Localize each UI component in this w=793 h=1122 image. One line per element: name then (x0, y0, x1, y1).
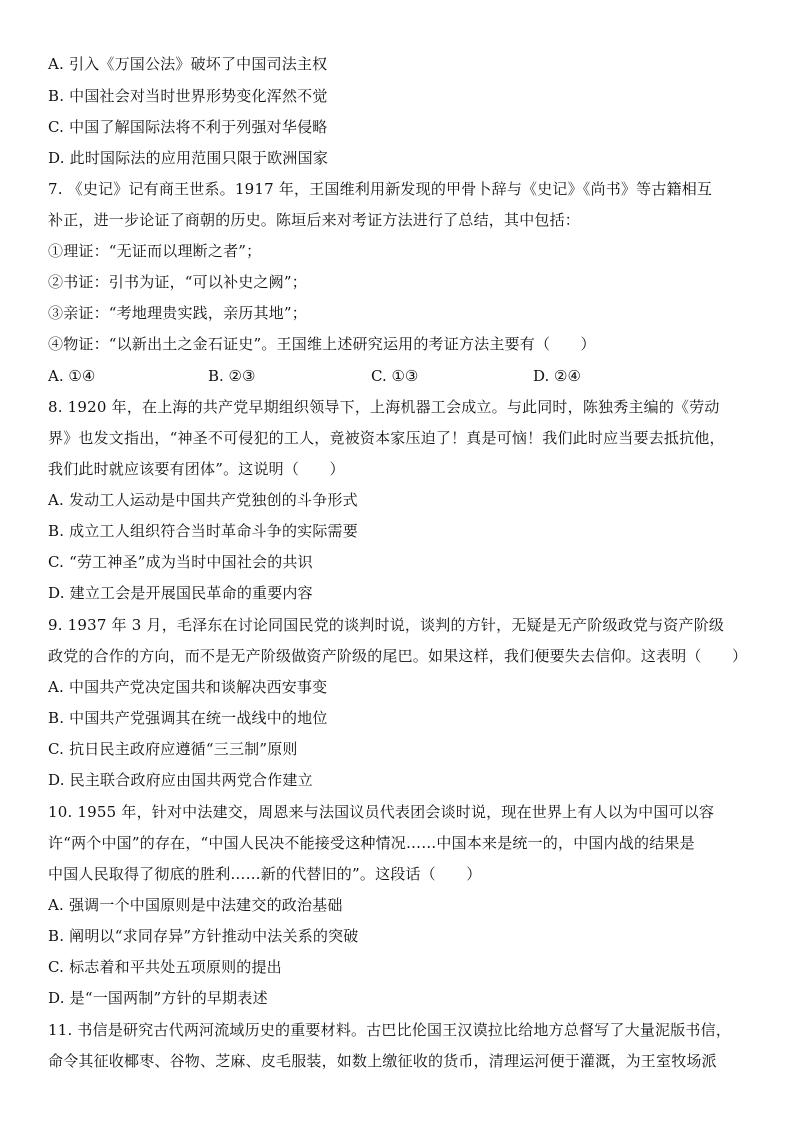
q9-stem-line-2: 政党的合作的方向，而不是无产阶级做资产阶级的尾巴。如果这样，我们便要失去信仰。这表明（ ） (48, 647, 748, 665)
q9-stem-line-1: 9. 1937 年 3 月，毛泽东在讨论同国民党的谈判时说，谈判的方针，无疑是无产阶级政党与资产阶级 (48, 616, 725, 634)
prev-option-a: A. 引入《万国公法》破坏了中国司法主权 (48, 55, 328, 73)
q8-option-a: A. 发动工人运动是中国共产党独创的斗争形式 (48, 491, 358, 509)
q10-option-a: A. 强调一个中国原则是中法建交的政治基础 (48, 896, 343, 914)
q9-option-b: B. 中国共产党强调其在统一战线中的地位 (48, 709, 328, 727)
q7-stem-line-2: 补正，进一步论证了商朝的历史。陈垣后来对考证方法进行了总结，其中包括： (48, 211, 581, 229)
q8-stem-line-2: 界》也发文指出，“神圣不可侵犯的工人，竟被资本家压迫了！真是可恼！我们此时应当要去抵抗他， (48, 429, 725, 447)
q11-stem-line-1: 11. 书信是研究古代两河流域历史的重要材料。古巴比伦国王汉谟拉比给地方总督写了大量泥版书信， (48, 1021, 732, 1039)
q10-option-b: B. 阐明以“求同存异”方针推动中法关系的突破 (48, 927, 359, 945)
q8-option-c: C. “劳工神圣”成为当时中国社会的共识 (48, 553, 313, 571)
q11-stem-line-2: 命令其征收椰枣、谷物、芝麻、皮毛服装，如数上缴征收的货币，清理运河便于灌溉，为王室牧场派 (48, 1052, 717, 1070)
q8-option-d: D. 建立工会是开展国民革命的重要内容 (48, 584, 313, 602)
q7-stem-line-5: ③亲证：“考地理贵实践，亲历其地”； (48, 304, 307, 322)
q7-option-d: D. ②④ (533, 367, 581, 385)
q7-stem-line-4: ②书证：引书为证，“可以补史之阙”； (48, 273, 307, 291)
q7-option-a: A. ①④ (48, 367, 96, 385)
q9-option-a: A. 中国共产党决定国共和谈解决西安事变 (48, 678, 328, 696)
q7-stem-line-1: 7. 《史记》记有商王世系。1917 年，王国维利用新发现的甲骨卜辞与《史记》《尚书》等古籍相互 (48, 180, 713, 198)
q8-stem-line-3: 我们此时就应该要有团体”。这说明（ ） (48, 460, 345, 478)
prev-option-d: D. 此时国际法的应用范围只限于欧洲国家 (48, 149, 329, 167)
q8-option-b: B. 成立工人组织符合当时革命斗争的实际需要 (48, 522, 358, 540)
q7-option-c: C. ①③ (371, 367, 419, 385)
q9-option-d: D. 民主联合政府应由国共两党合作建立 (48, 771, 313, 789)
q7-stem-line-3: ①理证：“无证而以理断之者”； (48, 242, 262, 260)
q7-stem-line-6: ④物证：“以新出土之金石证史”。王国维上述研究运用的考证方法主要有（ ） (48, 335, 596, 353)
q9-option-c: C. 抗日民主政府应遵循“三三制”原则 (48, 740, 298, 758)
prev-option-c: C. 中国了解国际法将不利于列强对华侵略 (48, 118, 328, 136)
prev-option-b: B. 中国社会对当时世界形势变化浑然不觉 (48, 87, 328, 105)
q10-stem-line-1: 10. 1955 年，针对中法建交，周恩来与法国议员代表团会谈时说，现在世界上有人以为中国可以容 (48, 803, 715, 821)
q10-stem-line-3: 中国人民取得了彻底的胜利……新的代替旧的”。这段话（ ） (48, 865, 482, 883)
q7-option-b: B. ②③ (208, 367, 256, 385)
q10-stem-line-2: 许“两个中国”的存在，“中国人民决不能接受这种情况……中国本来是统一的，中国内战的结果是 (48, 834, 695, 852)
q8-stem-line-1: 8. 1920 年，在上海的共产党早期组织领导下，上海机器工会成立。与此同时，陈独秀主编的《劳动 (48, 398, 720, 416)
q10-option-d: D. 是“一国两制”方针的早期表述 (48, 989, 268, 1007)
q10-option-c: C. 标志着和平共处五项原则的提出 (48, 958, 282, 976)
